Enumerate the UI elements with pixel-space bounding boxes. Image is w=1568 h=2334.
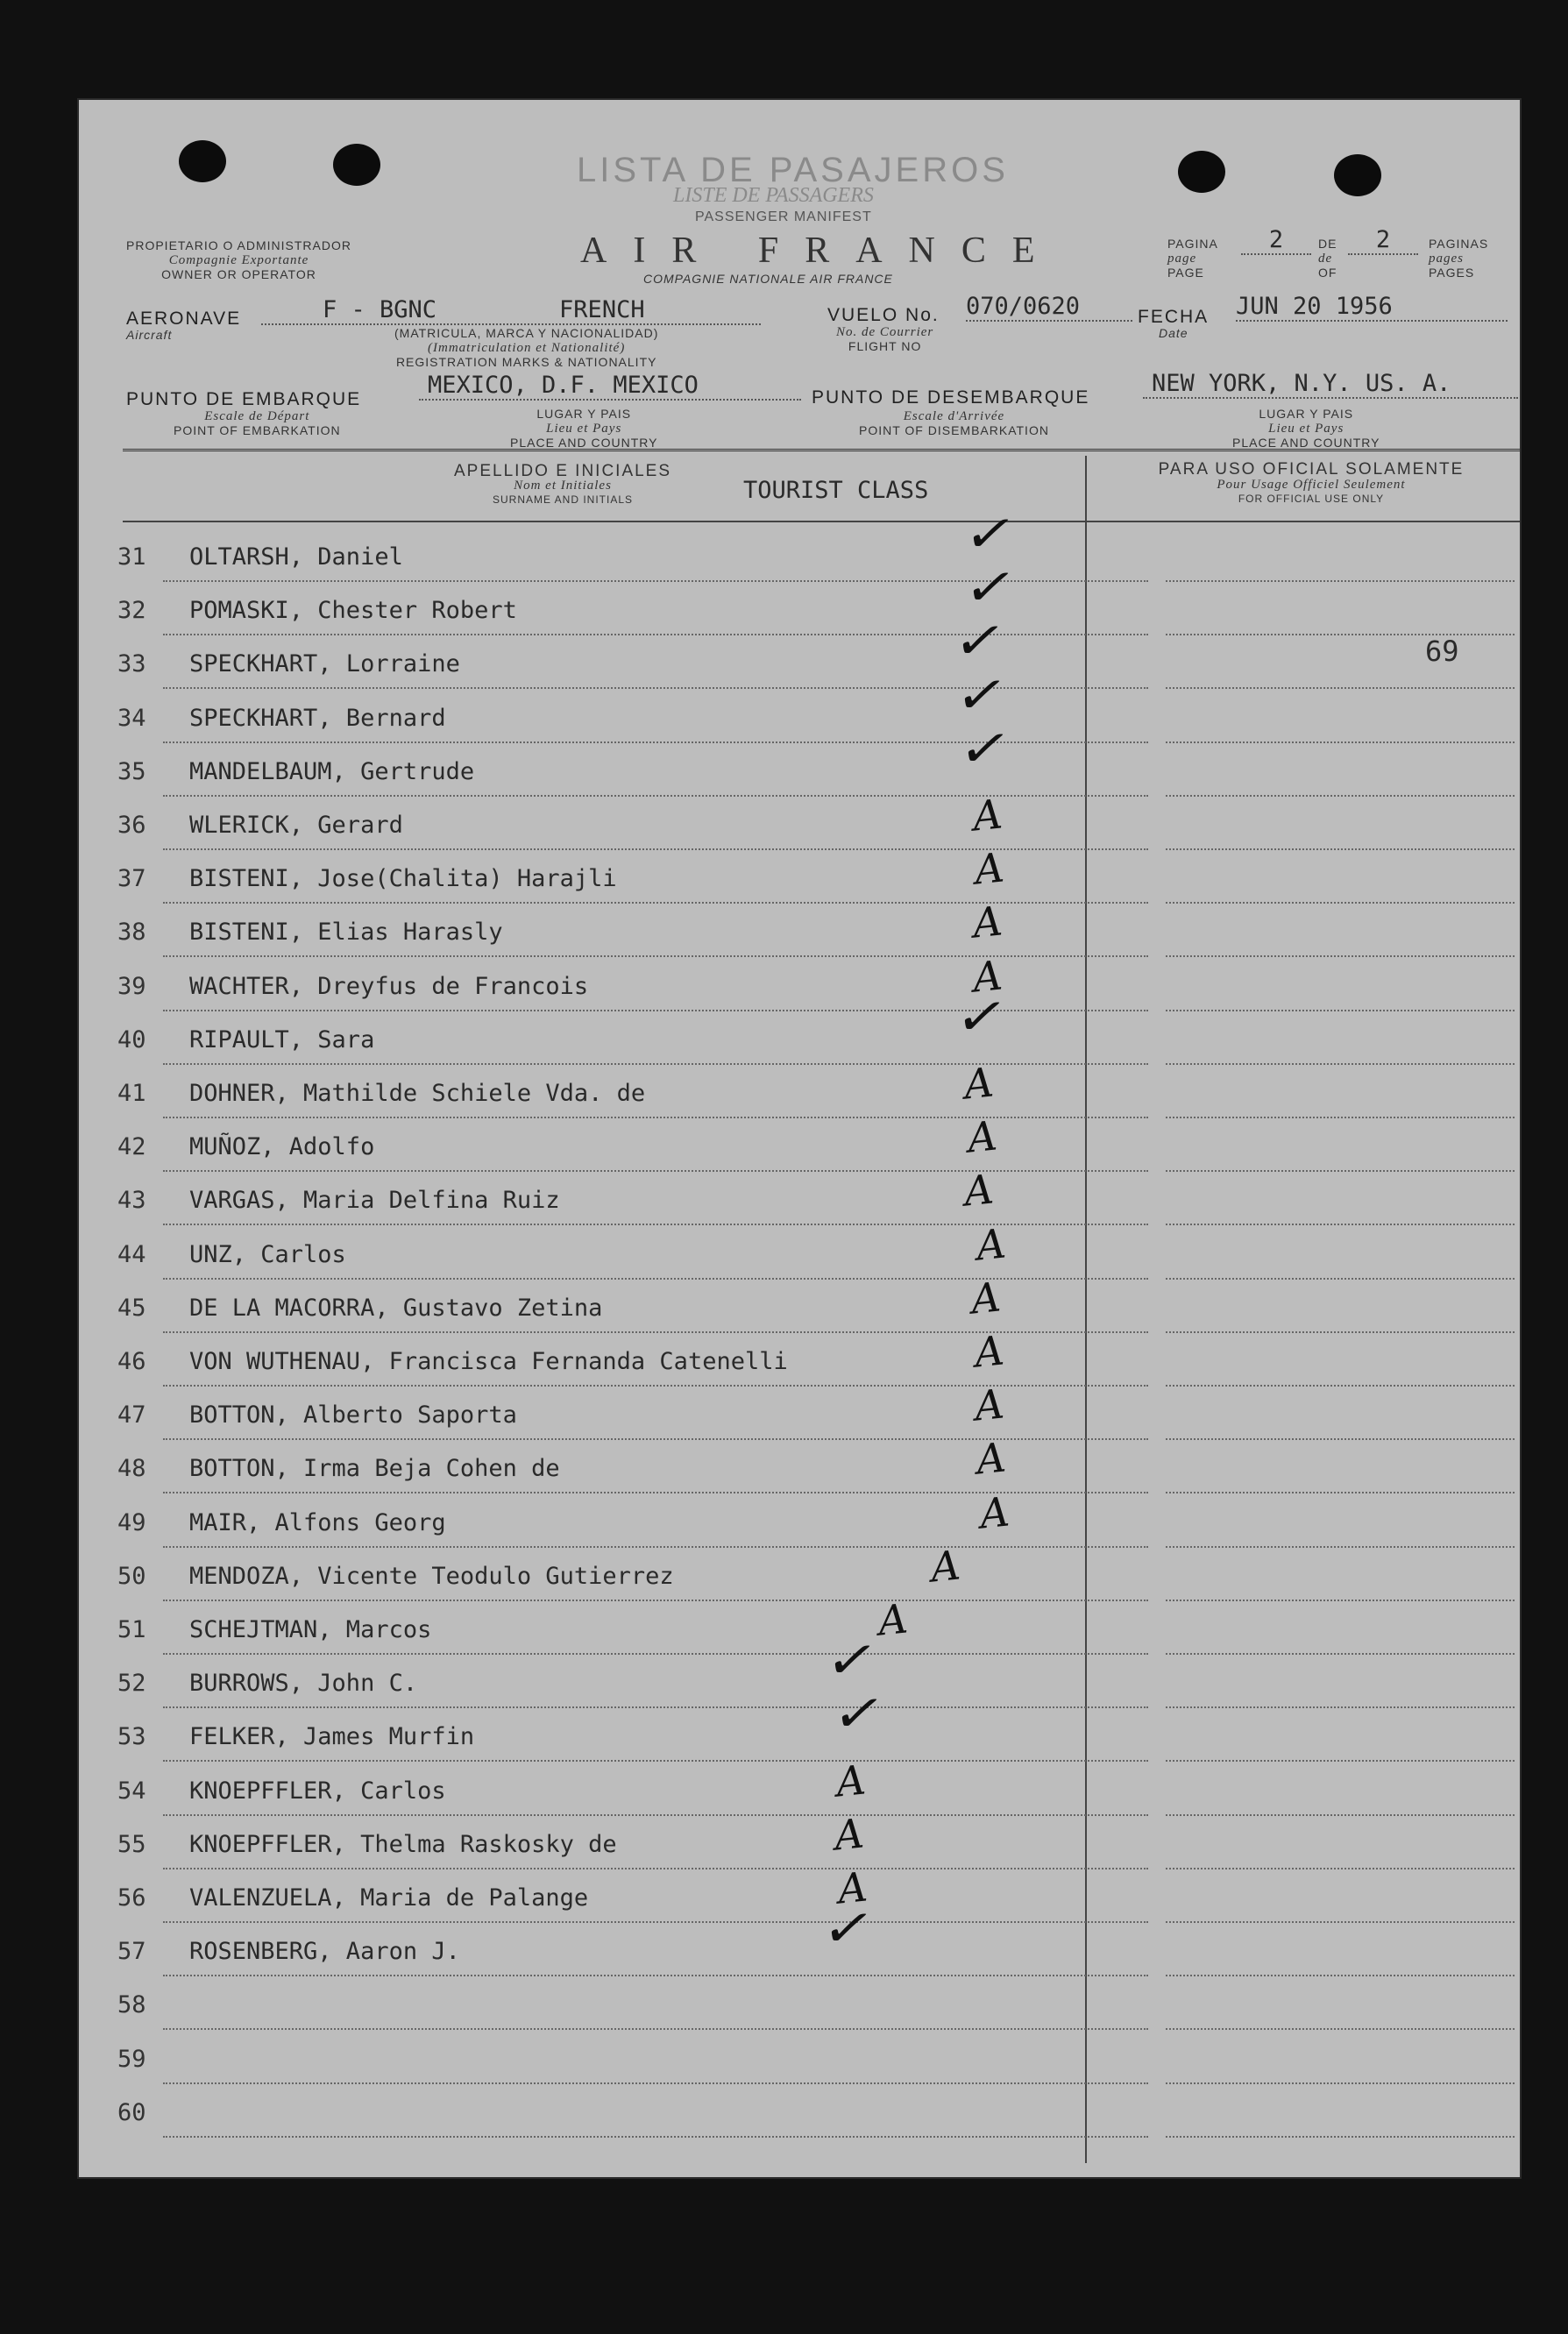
check-mark-icon: ✓ (959, 506, 1021, 564)
name-column-header: APELLIDO E INICIALES Nom et Initiales SURNAME AND INITIALS (454, 462, 672, 506)
date-label: FECHA (1138, 307, 1210, 327)
handwritten-mark: A (965, 1111, 999, 1162)
disembark-value: NEW YORK, N.Y. US. A. (1143, 370, 1518, 399)
punch-hole (1178, 151, 1225, 193)
official-note: 69 (1425, 635, 1459, 668)
row-number: 31 (117, 543, 146, 571)
row-rule (163, 1117, 1148, 1118)
official-row-rule (1166, 1438, 1515, 1440)
check-mark-icon: ✓ (817, 1900, 879, 1959)
row-number: 46 (117, 1348, 146, 1375)
official-row-rule (1166, 1278, 1515, 1280)
row-number: 49 (117, 1508, 146, 1536)
class-label: TOURIST CLASS (743, 477, 929, 504)
punch-hole (179, 140, 226, 182)
handwritten-mark: A (928, 1541, 962, 1592)
row-rule (163, 1653, 1148, 1655)
row-number: 38 (117, 919, 146, 947)
of-label: DE de OF (1318, 237, 1337, 280)
column-rule (123, 521, 1520, 522)
official-row-rule (1166, 795, 1515, 797)
table-row (117, 1433, 1520, 1500)
page-total: 2 (1348, 226, 1418, 255)
official-row-rule (1166, 1868, 1515, 1869)
official-row-rule (1166, 2136, 1515, 2138)
passenger-name: OLTARSH, Daniel (189, 543, 403, 571)
table-row (117, 1983, 1520, 2037)
handwritten-mark: A (834, 1756, 868, 1806)
row-number: 52 (117, 1670, 146, 1698)
aircraft-note: (MATRICULA, MARCA Y NACIONALIDAD) (Immatriculation et Nationalité) REGISTRATION MARKS & NATIONALITY (394, 326, 659, 369)
check-mark-icon: ✓ (820, 1632, 883, 1691)
official-row-rule (1166, 1975, 1515, 1976)
airline-sub: COMPAGNIE NATIONALE AIR FRANCE (643, 272, 893, 286)
handwritten-mark: A (970, 790, 1004, 841)
table-row (117, 559, 1520, 642)
row-rule (163, 2028, 1148, 2030)
row-number: 58 (117, 1991, 146, 2019)
flight-date: JUN 20 1956 (1236, 293, 1508, 322)
passenger-name: BOTTON, Irma Beja Cohen de (189, 1455, 560, 1483)
date-label-en: Date (1159, 326, 1188, 340)
table-row (117, 1862, 1520, 1930)
table-row (117, 1273, 1520, 1340)
handwritten-mark: A (972, 1380, 1006, 1430)
aircraft-label-en: Aircraft (126, 328, 173, 342)
official-row-rule (1166, 1600, 1515, 1601)
table-row (117, 897, 1520, 964)
passenger-name: WLERICK, Gerard (189, 812, 403, 839)
row-number: 54 (117, 1777, 146, 1805)
handwritten-mark: A (961, 1058, 996, 1109)
passenger-name: BISTENI, Jose(Chalita) Harajli (189, 865, 617, 893)
table-row (117, 1900, 1520, 1983)
disembark-place: LUGAR Y PAIS Lieu et Pays PLACE AND COUNTRY (1232, 407, 1380, 450)
table-row (117, 1487, 1520, 1555)
passenger-name: VON WUTHENAU, Francisca Fernanda Catenelli (189, 1348, 788, 1375)
passenger-name: BOTTON, Alberto Saporta (189, 1401, 517, 1429)
check-mark-icon: ✓ (948, 613, 1011, 671)
handwritten-mark: A (961, 1165, 996, 1216)
official-row-rule (1166, 1706, 1515, 1708)
check-mark-icon: ✓ (950, 988, 1012, 1046)
passenger-name: MENDOZA, Vicente Teodulo Gutierrez (189, 1562, 674, 1590)
table-row (117, 613, 1520, 696)
page-number: 2 (1241, 226, 1311, 255)
passenger-name: MUÑOZ, Adolfo (189, 1133, 375, 1161)
table-row (117, 506, 1520, 589)
handwritten-mark: A (970, 897, 1004, 947)
row-number: 32 (117, 597, 146, 625)
airline-name: AIR FRANCE (580, 231, 1061, 271)
embark-place: LUGAR Y PAIS Lieu et Pays PLACE AND COUNTRY (510, 407, 658, 450)
official-row-rule (1166, 2082, 1515, 2084)
flight-label: VUELO No. (827, 305, 940, 325)
row-number: 47 (117, 1401, 146, 1429)
table-row (117, 790, 1520, 857)
official-row-rule (1166, 1385, 1515, 1387)
passenger-name: BURROWS, John C. (189, 1670, 418, 1698)
row-rule (163, 795, 1148, 797)
table-row (117, 1756, 1520, 1823)
passenger-name: MAIR, Alfons Georg (189, 1508, 446, 1536)
handwritten-mark: A (835, 1862, 869, 1913)
table-row (117, 1326, 1520, 1394)
row-number: 50 (117, 1562, 146, 1590)
table-row (117, 1380, 1520, 1447)
table-row (117, 1058, 1520, 1125)
header-rule (123, 449, 1520, 451)
handwritten-mark: A (968, 1273, 1003, 1323)
row-number: 51 (117, 1616, 146, 1643)
official-row-rule (1166, 1117, 1515, 1118)
table-row (117, 666, 1520, 750)
row-number: 36 (117, 812, 146, 839)
title-fr: LISTE DE PASSAGERS (673, 184, 874, 207)
page-label: PAGINA page PAGE (1167, 237, 1218, 280)
manifest-sheet (77, 98, 1522, 2179)
handwritten-mark: A (974, 1433, 1008, 1484)
row-rule (163, 1706, 1148, 1708)
row-number: 60 (117, 2098, 146, 2126)
table-row (117, 843, 1520, 911)
passenger-name: KNOEPFFLER, Thelma Raskosky de (189, 1830, 617, 1858)
passenger-name: ROSENBERG, Aaron J. (189, 1938, 460, 1966)
handwritten-mark: A (832, 1809, 866, 1860)
official-row-rule (1166, 2028, 1515, 2030)
row-number: 45 (117, 1294, 146, 1322)
check-mark-icon: ✓ (959, 559, 1021, 618)
passenger-name: DE LA MACORRA, Gustavo Zetina (189, 1294, 603, 1322)
row-number: 53 (117, 1723, 146, 1751)
aircraft-registration: F - BGNC FRENCH (261, 296, 761, 325)
passenger-name: SPECKHART, Bernard (189, 704, 446, 732)
official-row-rule (1166, 1921, 1515, 1923)
official-row-rule (1166, 902, 1515, 904)
row-number: 40 (117, 1025, 146, 1053)
row-number: 34 (117, 704, 146, 732)
row-number: 55 (117, 1830, 146, 1858)
row-rule (163, 902, 1148, 904)
table-row (117, 1809, 1520, 1876)
row-rule (163, 2136, 1148, 2138)
row-rule (163, 955, 1148, 957)
table-row (117, 1165, 1520, 1232)
table-row (117, 1632, 1520, 1715)
handwritten-mark: A (972, 843, 1006, 894)
passenger-name: FELKER, James Murfin (189, 1723, 475, 1751)
official-column-header: PARA USO OFICIAL SOLAMENTE Pour Usage Officiel Seulement FOR OFFICIAL USE ONLY (1158, 460, 1465, 505)
row-number: 44 (117, 1240, 146, 1268)
passenger-name: DOHNER, Mathilde Schiele Vda. de (189, 1080, 646, 1107)
table-row (117, 1111, 1520, 1179)
official-row-rule (1166, 1170, 1515, 1172)
punch-hole (333, 144, 380, 186)
row-number: 48 (117, 1455, 146, 1483)
row-number: 37 (117, 865, 146, 893)
row-rule (163, 1170, 1148, 1172)
embark-label: PUNTO DE EMBARQUE (126, 389, 362, 409)
aircraft-label: AERONAVE (126, 309, 242, 329)
row-number: 41 (117, 1080, 146, 1107)
table-row (117, 988, 1520, 1072)
row-rule (163, 1921, 1148, 1923)
table-row (117, 951, 1520, 1018)
official-row-rule (1166, 580, 1515, 582)
row-number: 57 (117, 1938, 146, 1966)
official-row-rule (1166, 848, 1515, 850)
check-mark-icon: ✓ (950, 666, 1012, 725)
official-row-rule (1166, 1546, 1515, 1548)
punch-hole (1334, 154, 1381, 196)
title-es: LISTA DE PASAJEROS (577, 151, 1009, 189)
official-row-rule (1166, 1653, 1515, 1655)
row-rule (163, 1814, 1148, 1816)
official-row-rule (1166, 1224, 1515, 1225)
row-rule (163, 1546, 1148, 1548)
handwritten-mark: A (977, 1487, 1011, 1538)
table-row (117, 2037, 1520, 2091)
embark-value: MEXICO, D.F. MEXICO (419, 372, 801, 401)
table-row (117, 1219, 1520, 1287)
disembark-label-sub: Escale d'Arrivée POINT OF DISEMBARKATION (859, 409, 1049, 437)
passenger-name: VARGAS, Maria Delfina Ruiz (189, 1187, 560, 1215)
official-row-rule (1166, 634, 1515, 635)
flight-number: 070/0620 (966, 293, 1132, 322)
row-number: 56 (117, 1884, 146, 1912)
title-en: PASSENGER MANIFEST (695, 209, 872, 224)
passenger-name: MANDELBAUM, Gertrude (189, 757, 475, 785)
row-number: 42 (117, 1133, 146, 1161)
handwritten-mark: A (970, 951, 1004, 1002)
passenger-name: UNZ, Carlos (189, 1240, 346, 1268)
table-row (117, 1594, 1520, 1662)
official-row-rule (1166, 1010, 1515, 1011)
check-mark-icon: ✓ (954, 720, 1016, 778)
embark-label-sub: Escale de Départ POINT OF EMBARKATION (174, 409, 341, 437)
row-number: 35 (117, 757, 146, 785)
handwritten-mark: A (974, 1219, 1008, 1270)
passenger-name: WACHTER, Dreyfus de Francois (189, 972, 589, 1000)
row-number: 43 (117, 1187, 146, 1215)
passenger-name: POMASKI, Chester Robert (189, 597, 517, 625)
handwritten-mark: A (972, 1326, 1006, 1377)
check-mark-icon: ✓ (827, 1685, 890, 1744)
row-rule (163, 2082, 1148, 2084)
official-row-rule (1166, 1760, 1515, 1762)
official-row-rule (1166, 1063, 1515, 1065)
row-number: 39 (117, 972, 146, 1000)
row-rule (163, 1975, 1148, 1976)
disembark-label: PUNTO DE DESEMBARQUE (812, 387, 1090, 408)
row-rule (163, 1278, 1148, 1280)
flight-label-sub: No. de Courrier FLIGHT NO (836, 325, 934, 353)
passenger-name: SPECKHART, Lorraine (189, 650, 460, 678)
row-rule (163, 1868, 1148, 1869)
passenger-name: BISTENI, Elias Harasly (189, 919, 503, 947)
official-row-rule (1166, 741, 1515, 743)
row-rule (163, 1063, 1148, 1065)
passenger-name: SCHEJTMAN, Marcos (189, 1616, 432, 1643)
passenger-name: RIPAULT, Sara (189, 1025, 375, 1053)
official-row-rule (1166, 1492, 1515, 1493)
passenger-name: VALENZUELA, Maria de Palange (189, 1884, 589, 1912)
table-row (117, 2090, 1520, 2145)
table-row (117, 1541, 1520, 1608)
official-row-rule (1166, 687, 1515, 689)
row-number: 59 (117, 2045, 146, 2073)
official-row-rule (1166, 955, 1515, 957)
row-number: 33 (117, 650, 146, 678)
official-row-rule (1166, 1814, 1515, 1816)
row-rule (163, 1760, 1148, 1762)
official-row-rule (1166, 1331, 1515, 1333)
pages-label: PAGINAS pages PAGES (1429, 237, 1489, 280)
handwritten-mark: A (876, 1594, 910, 1645)
row-rule (163, 1600, 1148, 1601)
passenger-name: KNOEPFFLER, Carlos (189, 1777, 446, 1805)
table-row (117, 1685, 1520, 1769)
owner-label: PROPIETARIO O ADMINISTRADOR Compagnie Exportante OWNER OR OPERATOR (126, 238, 351, 281)
table-row (117, 720, 1520, 804)
